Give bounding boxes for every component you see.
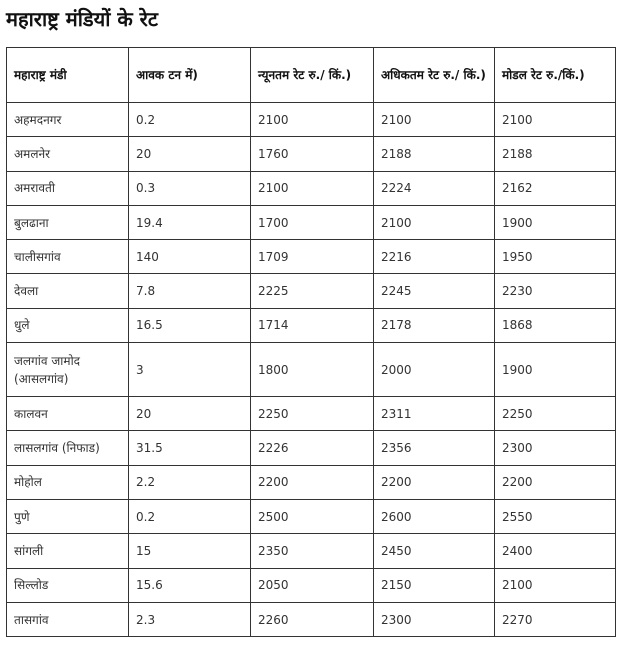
header-mandi: महाराष्ट्र मंडी (7, 48, 129, 103)
cell-max-rate: 2300 (374, 602, 495, 636)
cell-min-rate: 2500 (251, 499, 374, 533)
cell-modal-rate: 1868 (495, 308, 616, 342)
cell-max-rate: 2100 (374, 103, 495, 137)
cell-mandi: चालीसगांव (7, 240, 129, 274)
cell-max-rate: 2600 (374, 499, 495, 533)
cell-modal-rate: 2250 (495, 397, 616, 431)
cell-min-rate: 1714 (251, 308, 374, 342)
table-row (7, 568, 616, 602)
cell-mandi: पुणे (7, 499, 129, 533)
table-row (7, 274, 616, 308)
cell-mandi: जलगांव जामोद (आसलगांव) (7, 343, 129, 397)
cell-min-rate: 2100 (251, 103, 374, 137)
cell-arrival: 140 (129, 240, 251, 274)
cell-max-rate: 2450 (374, 534, 495, 568)
cell-max-rate: 2100 (374, 205, 495, 239)
cell-modal-rate: 2300 (495, 431, 616, 465)
cell-mandi: अमरावती (7, 171, 129, 205)
table-row (7, 308, 616, 342)
cell-mandi: लासलगांव (निफाड) (7, 431, 129, 465)
cell-min-rate: 2050 (251, 568, 374, 602)
mandi-rates-table (6, 47, 616, 637)
cell-modal-rate: 2188 (495, 137, 616, 171)
table-row (7, 431, 616, 465)
cell-mandi: अमलनेर (7, 137, 129, 171)
table-row (7, 137, 616, 171)
cell-min-rate: 2100 (251, 171, 374, 205)
cell-arrival: 0.2 (129, 103, 251, 137)
cell-mandi: कालवन (7, 397, 129, 431)
cell-arrival: 3 (129, 343, 251, 397)
cell-max-rate: 2356 (374, 431, 495, 465)
cell-modal-rate: 2230 (495, 274, 616, 308)
cell-mandi: बुलढाना (7, 205, 129, 239)
cell-max-rate: 2200 (374, 465, 495, 499)
cell-min-rate: 2226 (251, 431, 374, 465)
cell-mandi: सिल्लोड (7, 568, 129, 602)
cell-modal-rate: 2100 (495, 568, 616, 602)
table-row (7, 343, 616, 397)
header-modal-rate: मोडल रेट रु./किं.) (495, 48, 616, 103)
cell-modal-rate: 2100 (495, 103, 616, 137)
table-header-row (7, 48, 616, 103)
cell-mandi: सांगली (7, 534, 129, 568)
cell-arrival: 2.2 (129, 465, 251, 499)
cell-arrival: 20 (129, 397, 251, 431)
cell-mandi: धुले (7, 308, 129, 342)
cell-max-rate: 2245 (374, 274, 495, 308)
header-arrival: आवक टन में) (129, 48, 251, 103)
cell-arrival: 20 (129, 137, 251, 171)
cell-arrival: 19.4 (129, 205, 251, 239)
table-row (7, 205, 616, 239)
table-row (7, 171, 616, 205)
cell-modal-rate: 2200 (495, 465, 616, 499)
cell-arrival: 15 (129, 534, 251, 568)
cell-modal-rate: 2270 (495, 602, 616, 636)
table-body (7, 103, 616, 637)
cell-arrival: 7.8 (129, 274, 251, 308)
table-row (7, 602, 616, 636)
cell-max-rate: 2178 (374, 308, 495, 342)
cell-max-rate: 2150 (374, 568, 495, 602)
table-row (7, 240, 616, 274)
cell-min-rate: 2200 (251, 465, 374, 499)
cell-mandi: देवला (7, 274, 129, 308)
cell-arrival: 15.6 (129, 568, 251, 602)
table-row (7, 465, 616, 499)
cell-modal-rate: 2550 (495, 499, 616, 533)
header-min-rate: न्यूनतम रेट रु./ किं.) (251, 48, 374, 103)
table-row (7, 103, 616, 137)
cell-min-rate: 2260 (251, 602, 374, 636)
cell-modal-rate: 1900 (495, 205, 616, 239)
cell-max-rate: 2188 (374, 137, 495, 171)
cell-mandi: मोहोल (7, 465, 129, 499)
cell-min-rate: 1760 (251, 137, 374, 171)
cell-min-rate: 1800 (251, 343, 374, 397)
cell-max-rate: 2311 (374, 397, 495, 431)
page-title: महाराष्ट्र मंडियों के रेट (6, 7, 158, 31)
cell-arrival: 16.5 (129, 308, 251, 342)
cell-modal-rate: 2162 (495, 171, 616, 205)
cell-min-rate: 2250 (251, 397, 374, 431)
cell-max-rate: 2000 (374, 343, 495, 397)
cell-min-rate: 2350 (251, 534, 374, 568)
table-row (7, 534, 616, 568)
header-max-rate: अधिकतम रेट रु./ किं.) (374, 48, 495, 103)
cell-arrival: 0.2 (129, 499, 251, 533)
cell-arrival: 31.5 (129, 431, 251, 465)
cell-min-rate: 1709 (251, 240, 374, 274)
cell-min-rate: 1700 (251, 205, 374, 239)
table-row (7, 397, 616, 431)
cell-modal-rate: 1900 (495, 343, 616, 397)
cell-modal-rate: 2400 (495, 534, 616, 568)
cell-max-rate: 2224 (374, 171, 495, 205)
cell-mandi: तासगांव (7, 602, 129, 636)
cell-arrival: 0.3 (129, 171, 251, 205)
cell-modal-rate: 1950 (495, 240, 616, 274)
cell-arrival: 2.3 (129, 602, 251, 636)
table-row (7, 499, 616, 533)
cell-min-rate: 2225 (251, 274, 374, 308)
cell-max-rate: 2216 (374, 240, 495, 274)
cell-mandi: अहमदनगर (7, 103, 129, 137)
